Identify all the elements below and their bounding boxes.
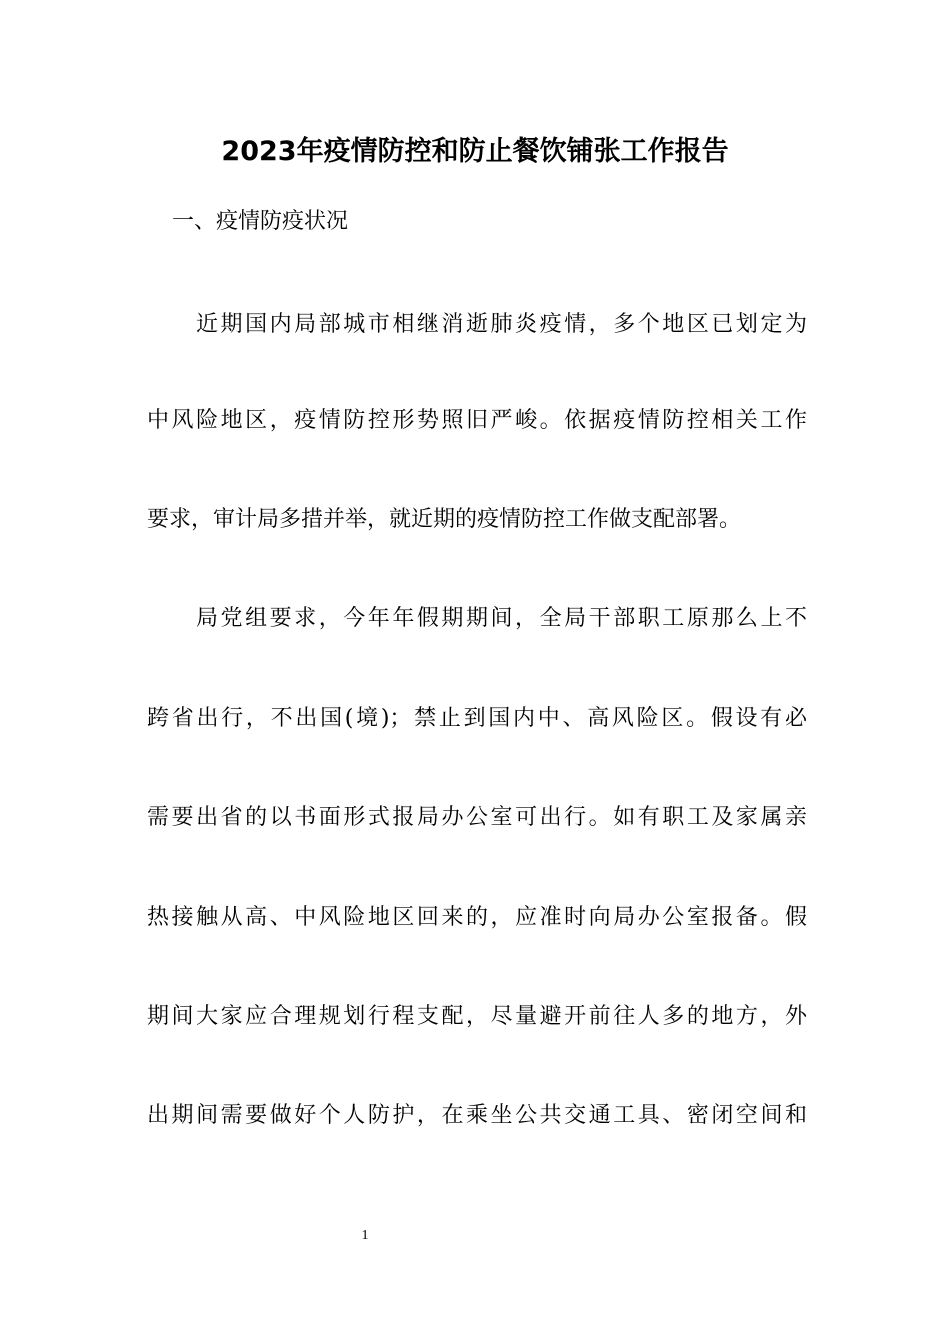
section-heading: 一、疫情防疫状况 [172,209,349,234]
document-title: 2023年疫情防控和防止餐饮铺张工作报告 [221,136,729,167]
paragraph2-line6: 出期间需要做好个人防护，在乘坐公共交通工具、密闭空间和 [147,1103,807,1128]
paragraph2-line2: 跨省出行，不出国(境)；禁止到国内中、高风险区。假设有必 [147,706,807,731]
paragraph2-line4: 热接触从高、中风险地区回来的，应准时向局办公室报备。假 [147,905,807,930]
paragraph2-line3: 需要出省的以书面形式报局办公室可出行。如有职工及家属亲 [147,805,807,830]
paragraph1-line2: 中风险地区，疫情防控形势照旧严峻。依据疫情防控相关工作 [147,408,807,433]
paragraph2-line1: 局党组要求，今年年假期期间，全局干部职工原那么上不 [196,606,807,631]
paragraph1-line3: 要求，审计局多措并举，就近期的疫情防控工作做支配部署。 [147,507,742,532]
page-number: 1 [361,1228,369,1243]
paragraph1-line1: 近期国内局部城市相继消逝肺炎疫情，多个地区已划定为 [196,312,807,337]
paragraph2-line5: 期间大家应合理规划行程支配，尽量避开前往人多的地方，外 [147,1004,807,1029]
